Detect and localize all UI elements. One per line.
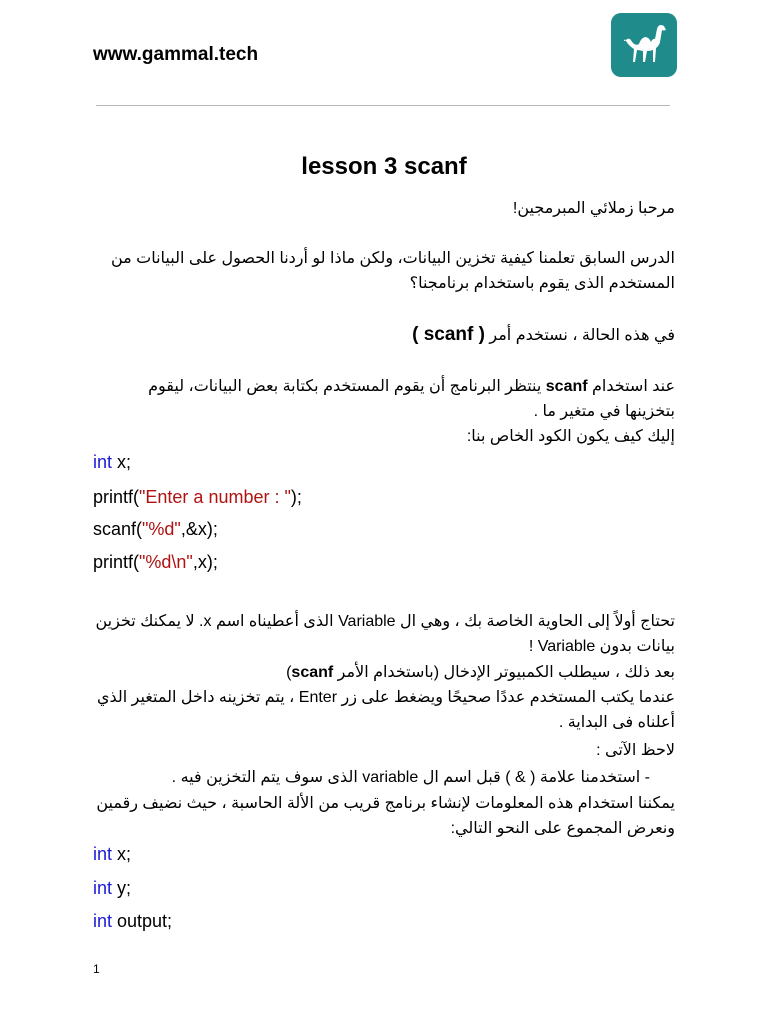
code-string: "%d\n" bbox=[139, 552, 193, 572]
explain-prefix: بعد ذلك ، سيطلب الكمبيوتر الإدخال (باستخدام الأمر bbox=[333, 664, 675, 681]
page-title: lesson 3 scanf bbox=[301, 153, 467, 180]
scanf-usage-paragraph bbox=[115, 374, 675, 424]
code-line bbox=[93, 911, 172, 932]
code-keyword: int bbox=[93, 911, 113, 931]
intro-paragraph: الدرس السابق تعلمنا كيفية تخزين البيانات، ولكن ماذا لو أردنا الحصول على البيانات من المستخدم الذى يقوم باستخدام برنامجنا؟ bbox=[110, 250, 675, 292]
usage-suffix: ينتظر البرنامج أن يقوم المستخدم بكتابة بعض البيانات، ليقوم بتخزينها في متغير ما . bbox=[148, 378, 675, 420]
code-text: output; bbox=[112, 911, 173, 931]
usage-command: scanf bbox=[545, 378, 588, 395]
code-keyword: int bbox=[93, 452, 113, 472]
camel-logo-icon bbox=[611, 13, 677, 77]
greeting-text: مرحبا زملائي المبرمجين! bbox=[512, 200, 675, 217]
page-number: 1 bbox=[93, 962, 100, 976]
code-text: ,x); bbox=[192, 552, 218, 572]
calculator-intro: يمكننا استخدام هذه المعلومات لإنشاء برنامج قريب من الألة الحاسبة ، حيث نضيف رقمين ونعرض المجموع على النحو التالي: bbox=[96, 795, 675, 837]
scanf-case-prefix: في هذه الحالة ، نستخدم أمر bbox=[484, 327, 675, 344]
site-url: www.gammal.tech bbox=[93, 44, 259, 65]
code-string: "Enter a number : " bbox=[139, 487, 291, 507]
code-line bbox=[93, 878, 131, 899]
explain-command: scanf bbox=[291, 664, 334, 681]
code-text: scanf( bbox=[93, 519, 143, 539]
code-string: "%d" bbox=[142, 519, 181, 539]
scanf-case-command: ( scanf ) bbox=[412, 324, 485, 345]
code-text: printf( bbox=[93, 552, 140, 572]
code-intro-text: إليك كيف يكون الكود الخاص بنا: bbox=[466, 428, 675, 445]
code-text: printf( bbox=[93, 487, 140, 507]
explain-suffix: ) bbox=[286, 664, 292, 681]
scanf-input-explanation bbox=[286, 660, 675, 685]
note-heading: لاحظ الآتى : bbox=[596, 742, 675, 759]
code-line bbox=[93, 552, 218, 573]
code-line bbox=[93, 487, 302, 508]
variable-explanation: تحتاج أولاً إلى الحاوية الخاصة بك ، وهي ال Variable الذى أعطيناه اسم x. لا يمكنك تخزين بيانات بدون Variable ! bbox=[95, 613, 675, 655]
code-text: y; bbox=[112, 878, 132, 898]
code-text: ,&x); bbox=[180, 519, 218, 539]
note-item: - استخدمنا علامة ( & ) قبل اسم ال variable الذى سوف يتم التخزين فيه . bbox=[171, 769, 650, 786]
code-keyword: int bbox=[93, 844, 113, 864]
scanf-case-paragraph bbox=[412, 322, 675, 348]
code-text: x; bbox=[112, 844, 132, 864]
enter-explanation: عندما يكتب المستخدم عددًا صحيحًا ويضغط على زر Enter ، يتم تخزينه داخل المتغير الذي أعلناه فى البداية . bbox=[96, 689, 675, 731]
code-text: ); bbox=[290, 487, 302, 507]
code-keyword: int bbox=[93, 878, 113, 898]
usage-prefix: عند استخدام bbox=[587, 378, 675, 395]
code-line bbox=[93, 519, 218, 540]
code-line bbox=[93, 844, 131, 865]
header-divider bbox=[96, 105, 670, 106]
code-line bbox=[93, 452, 131, 473]
code-text: x; bbox=[112, 452, 132, 472]
